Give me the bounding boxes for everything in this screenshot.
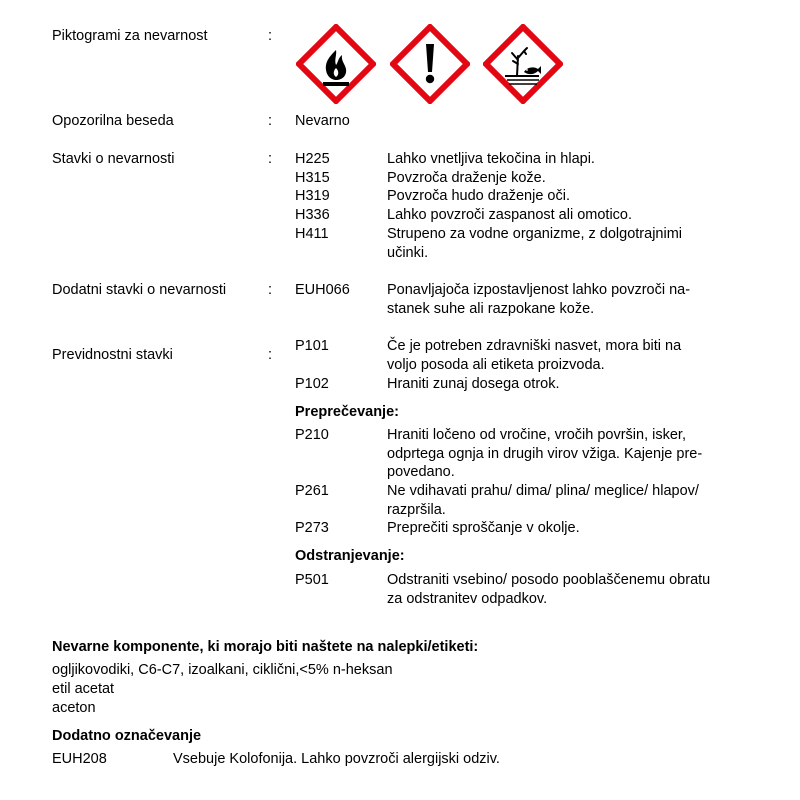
hazard-text: Lahko vnetljiva tekočina in hlapi.	[387, 151, 595, 167]
euh-text: Ponavljajoča izpostavljenost lahko povzroči na-	[387, 282, 691, 298]
hazard-text: Povzroča draženje kože.	[387, 170, 546, 186]
hazard-code: H336	[295, 207, 330, 223]
signal-word-value: Nevarno	[295, 113, 350, 129]
disposal-heading: Odstranjevanje:	[295, 548, 405, 564]
hazard-code: H225	[295, 151, 330, 167]
pictograms-colon: :	[268, 28, 273, 44]
hazard-text-continued: učinki.	[387, 245, 429, 261]
prevention-code: P261	[295, 483, 329, 499]
prevention-text: Ne vdihavati prahu/ dima/ plina/ meglice/ hlapov/	[387, 483, 699, 499]
precaution-code: P102	[295, 376, 329, 392]
additional-hazard-colon: :	[268, 282, 273, 298]
hazard-statements-label: Stavki o nevarnosti	[52, 151, 175, 167]
euh-text-continued: stanek suhe ali razpokane kože.	[387, 301, 595, 317]
environment-hazard-icon	[483, 24, 563, 104]
precaution-text: Hraniti zunaj dosega otrok.	[387, 376, 560, 392]
hazard-text: Strupeno za vodne organizme, z dolgotrajnimi	[387, 226, 682, 242]
hazard-text: Lahko povzroči zaspanost ali omotico.	[387, 207, 633, 223]
disposal-text-continued: za odstranitev odpadkov.	[387, 591, 548, 607]
prevention-heading: Preprečevanje:	[295, 404, 399, 420]
components-heading: Nevarne komponente, ki morajo biti naštete na nalepki/etiketi:	[52, 639, 479, 655]
prevention-text-continued: povedano.	[387, 464, 455, 480]
prevention-code: P273	[295, 520, 329, 536]
additional-labelling-code: EUH208	[52, 751, 107, 767]
prevention-text: Hraniti ločeno od vročine, vročih površin, isker,	[387, 427, 686, 443]
component-item: aceton	[52, 700, 96, 716]
prevention-code: P210	[295, 427, 329, 443]
signal-word-label: Opozorilna beseda	[52, 113, 174, 129]
flame-icon	[296, 24, 376, 104]
precaution-code: P101	[295, 338, 329, 354]
hazard-code: H411	[295, 226, 329, 242]
exclamation-mark-icon	[390, 24, 470, 104]
hazard-text: Povzroča hudo draženje oči.	[387, 188, 570, 204]
euh-code: EUH066	[295, 282, 350, 298]
additional-labelling-text: Vsebuje Kolofonija. Lahko povzroči alergijski odziv.	[173, 751, 500, 767]
signal-word-colon: :	[268, 113, 273, 129]
component-item: etil acetat	[52, 681, 115, 697]
component-item: ogljikovodiki, C6-C7, izoalkani, ciklični,<5% n-heksan	[52, 662, 393, 678]
precaution-text-continued: voljo posoda ali etiketa proizvoda.	[387, 357, 605, 373]
prevention-text-continued: razpršila.	[387, 502, 446, 518]
prevention-text: Preprečiti sproščanje v okolje.	[387, 520, 580, 536]
disposal-code: P501	[295, 572, 329, 588]
hazard-code: H315	[295, 170, 330, 186]
precautionary-label: Previdnostni stavki	[52, 347, 173, 363]
prevention-text-continued: odprtega ognja in drugih virov vžiga. Kajenje pre-	[387, 446, 703, 462]
precaution-text: Če je potreben zdravniški nasvet, mora biti na	[387, 338, 682, 354]
pictograms-label: Piktogrami za nevarnost	[52, 28, 208, 44]
additional-hazard-label: Dodatni stavki o nevarnosti	[52, 282, 227, 298]
precautionary-colon: :	[268, 347, 273, 363]
hazard-statements-colon: :	[268, 151, 273, 167]
additional-labelling-heading: Dodatno označevanje	[52, 728, 202, 744]
hazard-code: H319	[295, 188, 330, 204]
disposal-text: Odstraniti vsebino/ posodo pooblaščenemu obratu	[387, 572, 711, 588]
